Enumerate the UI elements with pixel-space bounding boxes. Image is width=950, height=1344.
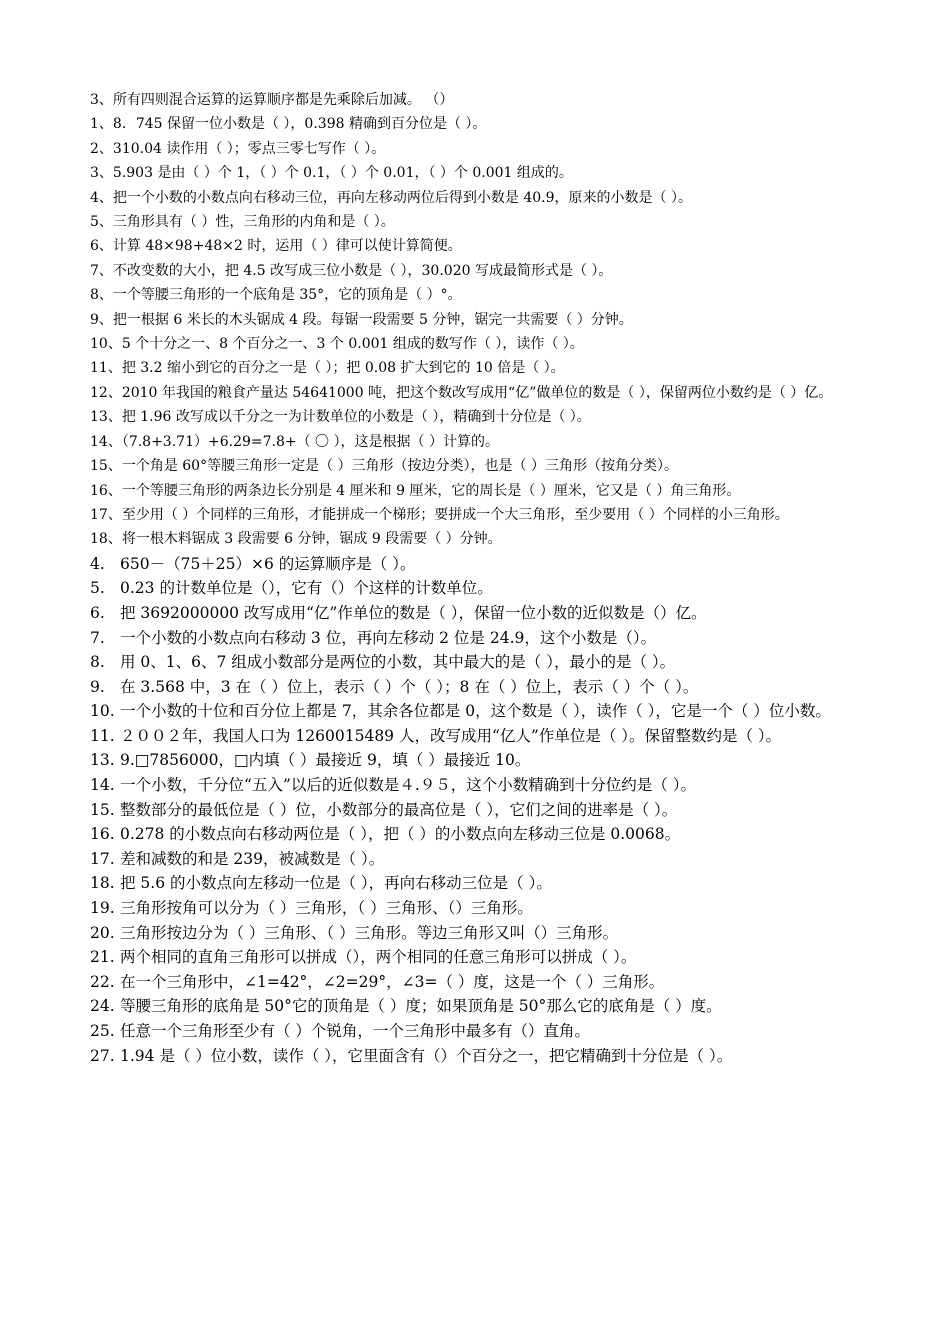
question-number: 21. <box>90 948 115 967</box>
question-list-part-2 <box>90 552 870 1068</box>
question-number: 11. <box>90 726 115 745</box>
question-item: 6、计算 48×98+48×2 时，运用（ ）律可以使计算简便。 <box>90 238 462 255</box>
question-item <box>90 748 870 773</box>
question-item <box>90 576 870 601</box>
question-text: 把 5.6 的小数点向左移动一位是（ ），再向右移动三位是（ ）。 <box>120 874 552 893</box>
question-item <box>90 773 870 798</box>
question-number: 8. <box>90 653 105 672</box>
question-number: 25. <box>90 1022 115 1040</box>
question-item <box>90 970 870 995</box>
question-item <box>90 1044 870 1069</box>
question-item <box>90 601 870 626</box>
question-number: 4. <box>90 554 105 573</box>
question-number: 17. <box>90 849 115 868</box>
question-item <box>90 1019 870 1044</box>
question-text: 1.94 是（ ）位小数，读作（ ），它里面含有（）个百分之一，把它精确到十分位是（ ）。 <box>120 1046 733 1065</box>
question-item <box>90 699 870 724</box>
question-number: 20. <box>90 923 115 942</box>
question-number: 22. <box>90 972 115 991</box>
question-item <box>90 626 870 651</box>
question-item: 2、310.04 读作用（ ）；零点三零七写作（ ）。 <box>90 140 386 157</box>
question-item <box>90 552 870 577</box>
question-item <box>90 921 870 946</box>
question-item: 8、一个等腰三角形的一个底角是 35°，它的顶角是（ ）°。 <box>90 287 462 304</box>
question-item: 18、将一根木料锯成 3 段需要 6 分钟，锯成 9 段需要（ ）分钟。 <box>90 531 502 548</box>
question-item: 4、把一个小数的小数点向右移动三位，再向左移动两位后得到小数是 40.9，原来的小数是（ ）。 <box>90 189 692 206</box>
question-item: 9、把一根据 6 米长的木头锯成 4 段。每锯一段需要 5 分钟，锯完一共需要（ ）分钟。 <box>90 311 633 328</box>
question-list-part-1 <box>90 88 870 552</box>
question-item: 5、三角形具有（ ）性，三角形的内角和是（ ）。 <box>90 214 395 231</box>
question-text: 0.278 的小数点向右移动两位是（ ），把（ ）的小数点向左移动三位是 0.0068。 <box>120 825 681 844</box>
question-item: 13、把 1.96 改写成以千分之一为计数单位的小数是（ ），精确到十分位是（ ）。 <box>90 409 591 426</box>
question-text: 在一个三角形中，∠1=42°，∠2=29°，∠3=（ ）度，这是一个（ ）三角形。 <box>120 972 665 991</box>
question-item <box>90 896 870 921</box>
question-text: 一个小数的十位和百分位上都是 7，其余各位都是 0，这个数是（ ），读作（ ），它是一个（ ）位小数。 <box>120 702 831 721</box>
question-item <box>90 871 870 896</box>
question-text: 三角形按边分为（ ）三角形、（ ）三角形。等边三角形又叫（）三角形。 <box>120 923 619 942</box>
question-item <box>90 724 870 749</box>
question-number: 27. <box>90 1046 115 1065</box>
question-number: 15. <box>90 800 115 819</box>
question-text: 任意一个三角形至少有（ ）个锐角，一个三角形中最多有（）直角。 <box>120 1022 590 1040</box>
question-item: 7、不改变数的大小，把 4.5 改写成三位小数是（ ），30.020 写成最简形式是（ ）。 <box>90 262 613 279</box>
question-item: 3、所有四则混合运算的运算顺序都是先乘除后加减。 （） <box>90 92 454 108</box>
question-item: 17、至少用（ ）个同样的三角形，才能拼成一个梯形；要拼成一个大三角形，至少要用（ ）个同样的小三角形。 <box>90 506 789 523</box>
question-item <box>90 822 870 847</box>
question-text: 把 3692000000 改写成用“亿”作单位的数是（ ），保留一位小数的近似数是（）亿。 <box>120 603 707 622</box>
question-text: 0.23 的计数单位是（），它有（）个这样的计数单位。 <box>120 579 493 598</box>
question-text: 在 3.568 中，3 在（ ）位上，表示（ ）个（ ）；8 在（ ）位上，表示（ ）个（ ）。 <box>120 677 699 696</box>
question-number: 9. <box>90 677 105 696</box>
question-item <box>90 650 870 675</box>
question-item <box>90 798 870 823</box>
question-item: 14、（7.8+3.71）+6.29=7.8+（ 〇 ），这是根据（ ）计算的。 <box>90 433 499 450</box>
question-number: 24. <box>90 997 115 1016</box>
question-number: 18. <box>90 874 115 893</box>
question-item: 11、把 3.2 缩小到它的百分之一是（ ）；把 0.08 扩大到它的 10 倍是（ ）。 <box>90 360 565 377</box>
question-text: 等腰三角形的底角是 50°它的顶角是（ ）度；如果顶角是 50°那么它的底角是（ ）度。 <box>120 997 722 1016</box>
question-text: 一个小数，千分位“五入”以后的近似数是４.９５，这个小数精确到十分位约是（ ）。 <box>120 776 696 795</box>
question-item: 16、一个等腰三角形的两条边长分别是 4 厘米和 9 厘米，它的周长是（ ）厘米，它又是（ ）角三角形。 <box>90 482 741 499</box>
question-item <box>90 675 870 700</box>
question-text: ２００２年，我国人口为 1260015489 人，改写成用“亿人”作单位是（ ）。保留整数约是（ ）。 <box>120 726 782 745</box>
question-number: 14. <box>90 776 115 795</box>
question-text: 整数部分的最低位是（ ）位，小数部分的最高位是（ ），它们之间的进率是（ ）。 <box>120 800 678 819</box>
question-item: 3、5.903 是由（ ）个 1，（ ）个 0.1，（ ）个 0.01，（ ）个 0.001 组成的。 <box>90 165 573 182</box>
question-number: 7. <box>90 628 105 647</box>
question-item <box>90 994 870 1019</box>
question-item <box>90 945 870 970</box>
question-text: 用 0、1、6、7 组成小数部分是两位的小数，其中最大的是（ ），最小的是（ ）。 <box>120 653 676 672</box>
question-number: 13. <box>90 751 115 770</box>
question-item: 12、2010 年我国的粮食产量达 54641000 吨，把这个数改写成用“亿”做单位的数是（ ），保留两位小数约是（ ）亿。 <box>90 384 833 401</box>
question-number: 16. <box>90 825 115 844</box>
question-number: 6. <box>90 603 105 622</box>
question-text: 三角形按角可以分为（ ）三角形，（ ）三角形、（）三角形。 <box>120 899 533 918</box>
question-text: 一个小数的小数点向右移动 3 位，再向左移动 2 位是 24.9，这个小数是（）。 <box>120 628 657 647</box>
question-number: 10. <box>90 702 115 721</box>
question-item: 10、5 个十分之一、8 个百分之一、3 个 0.001 组成的数写作（ ），读作（ ）。 <box>90 336 584 353</box>
question-item: 15、一个角是 60°等腰三角形一定是（ ）三角形（按边分类），也是（ ）三角形（按角分类）。 <box>90 458 678 475</box>
question-text: 两个相同的直角三角形可以拼成（），两个相同的任意三角形可以拼成（ ）。 <box>120 948 637 967</box>
question-number: 5. <box>90 579 105 598</box>
question-item: 1、8．745 保留一位小数是（ ），0.398 精确到百分位是（ ）。 <box>90 116 487 133</box>
question-number: 19. <box>90 899 115 918</box>
question-text: 9.□7856000，□内填（ ）最接近 9，填（ ）最接近 10。 <box>120 751 531 770</box>
question-text: 650－（75＋25）×6 的运算顺序是（ ）。 <box>120 554 416 573</box>
question-item <box>90 847 870 872</box>
question-text: 差和减数的和是 239，被减数是（ ）。 <box>120 849 385 868</box>
